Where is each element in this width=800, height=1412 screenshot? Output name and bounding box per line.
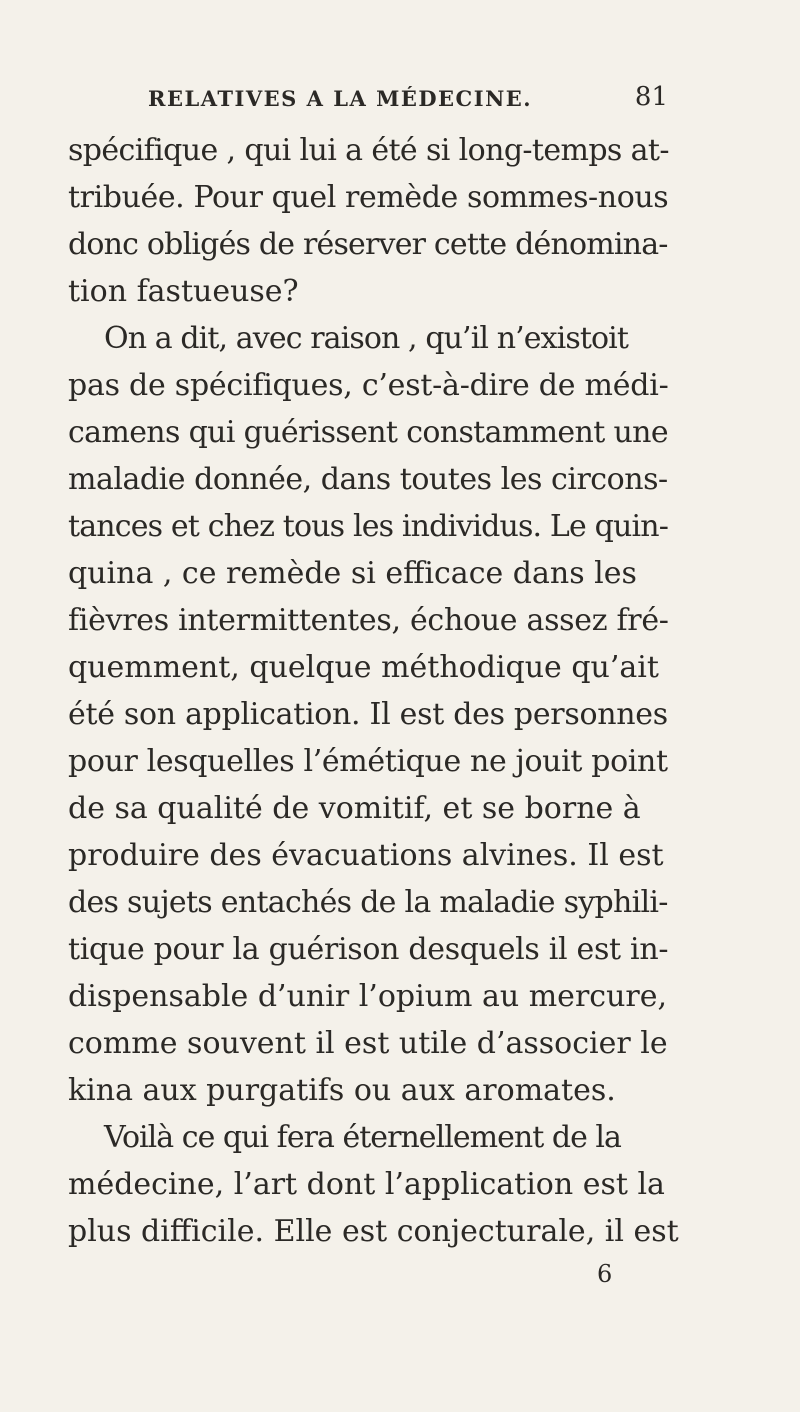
text-line: tances et chez tous les individus. Le quin- <box>68 509 669 544</box>
text-line: été son application. Il est des personnes <box>68 697 668 732</box>
text-line: On a dit, avec raison , qu’il n’existoit <box>104 321 629 356</box>
signature-mark: 6 <box>597 1260 613 1288</box>
text-line: Voilà ce qui fera éternellement de la <box>104 1120 621 1155</box>
text-line: pour lesquelles l’émétique ne jouit point <box>68 744 668 779</box>
text-line: médecine, l’art dont l’application est la <box>68 1167 665 1202</box>
text-line: pas de spécifiques, c’est-à-dire de médi- <box>68 368 669 403</box>
running-title: RELATIVES A LA MÉDECINE. <box>148 86 533 111</box>
text-line: camens qui guérissent constamment une <box>68 415 668 450</box>
running-head <box>148 78 668 118</box>
text-line: maladie donnée, dans toutes les circons- <box>68 462 668 497</box>
page-number: 81 <box>634 82 668 112</box>
text-line: dispensable d’unir l’opium au mercure, <box>68 979 668 1014</box>
text-line: spécifique , qui lui a été si long-temps at- <box>68 133 669 168</box>
text-line: donc obligés de réserver cette dénomina- <box>68 227 668 262</box>
text-line: fièvres intermittentes, échoue assez fré- <box>68 603 669 638</box>
text-line: des sujets entachés de la maladie syphili- <box>68 885 668 920</box>
text-line: plus difficile. Elle est conjecturale, il est <box>68 1214 679 1249</box>
text-line: tribuée. Pour quel remède sommes-nous <box>68 180 669 215</box>
text-line: quemment, quelque méthodique qu’ait <box>68 650 659 685</box>
text-line: tique pour la guérison desquels il est in- <box>68 932 669 967</box>
text-line: quina , ce remède si efficace dans les <box>68 556 637 591</box>
text-line: tion fastueuse? <box>68 274 299 309</box>
text-line: de sa qualité de vomitif, et se borne à <box>68 791 641 826</box>
text-line: produire des évacuations alvines. Il est <box>68 838 664 873</box>
text-line: kina aux purgatifs ou aux aromates. <box>68 1073 616 1108</box>
text-line: comme souvent il est utile d’associer le <box>68 1026 668 1061</box>
